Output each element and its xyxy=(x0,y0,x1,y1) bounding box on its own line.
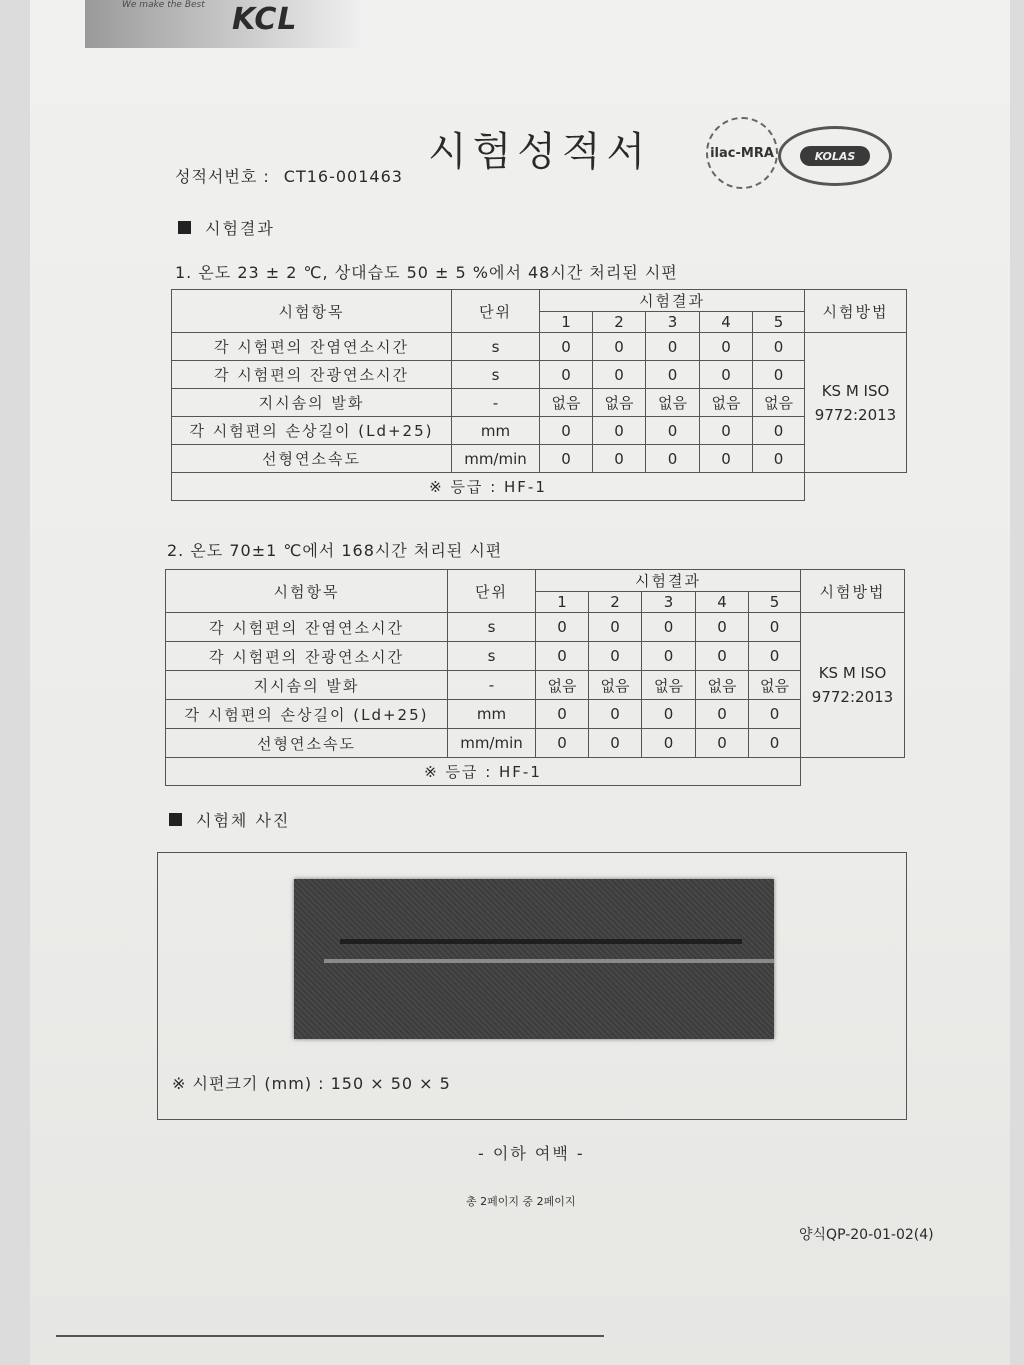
row-item: 각 시험편의 잔광연소시간 xyxy=(172,361,452,389)
row-value: 0 xyxy=(696,613,749,642)
row-value: 0 xyxy=(646,361,700,389)
row-value: 0 xyxy=(593,445,646,473)
row-value: 0 xyxy=(540,445,593,473)
row-unit: s xyxy=(448,613,536,642)
row-item: 선형연소속도 xyxy=(166,729,448,758)
table-row xyxy=(166,671,905,700)
row-value: 없음 xyxy=(696,671,749,700)
header-test-method: 시험방법 xyxy=(801,570,905,613)
specimen-edge-dark xyxy=(340,939,742,944)
row-value: 0 xyxy=(749,729,801,758)
row-item: 각 시험편의 손상길이 (Ld+25) xyxy=(172,417,452,445)
kolas-seal xyxy=(778,126,892,186)
row-value: 없음 xyxy=(700,389,753,417)
sample-no: 1 xyxy=(540,312,593,333)
header-test-results: 시험결과 xyxy=(536,570,801,592)
section-specimen-photo xyxy=(169,808,290,831)
row-value: 0 xyxy=(646,445,700,473)
certificate-value: CT16-001463 xyxy=(283,167,403,186)
header-unit: 단위 xyxy=(452,290,540,333)
table-row xyxy=(166,613,905,642)
results-table-2 xyxy=(165,569,905,786)
row-item: 지시솜의 발화 xyxy=(172,389,452,417)
row-value: 0 xyxy=(753,445,805,473)
sample-no: 4 xyxy=(700,312,753,333)
sample-no: 5 xyxy=(749,592,801,613)
row-value: 없음 xyxy=(536,671,589,700)
row-value: 0 xyxy=(749,613,801,642)
results-table-1 xyxy=(171,289,907,501)
sample-no: 5 xyxy=(753,312,805,333)
row-value: 0 xyxy=(642,729,696,758)
bullet-square-icon xyxy=(169,813,182,826)
row-item: 각 시험편의 잔염연소시간 xyxy=(172,333,452,361)
row-value: 0 xyxy=(536,729,589,758)
table-row xyxy=(166,642,905,671)
row-item: 각 시험편의 손상길이 (Ld+25) xyxy=(166,700,448,729)
table-row xyxy=(172,445,907,473)
row-unit: s xyxy=(452,333,540,361)
row-value: 0 xyxy=(589,700,642,729)
row-value: 0 xyxy=(540,417,593,445)
document-title: 시험성적서 xyxy=(428,129,652,175)
grade-note: ※ 등급 : HF-1 xyxy=(172,473,805,501)
method-line-1: KS M ISO xyxy=(818,664,887,682)
sample-no: 4 xyxy=(696,592,749,613)
table-row xyxy=(172,417,907,445)
row-value: 0 xyxy=(589,613,642,642)
header-test-method: 시험방법 xyxy=(805,290,907,333)
row-value: 0 xyxy=(540,361,593,389)
row-value: 0 xyxy=(753,417,805,445)
section-specimen-photo-label: 시험체 사진 xyxy=(196,811,291,830)
specimen-edge-light xyxy=(324,959,774,963)
specimen-photo-box xyxy=(157,852,907,1120)
row-value: 0 xyxy=(589,642,642,671)
table-row xyxy=(172,333,907,361)
row-value: 0 xyxy=(536,613,589,642)
row-value: 0 xyxy=(589,729,642,758)
row-value: 0 xyxy=(593,333,646,361)
row-value: 0 xyxy=(700,361,753,389)
table-row xyxy=(166,729,905,758)
section-test-results-label: 시험결과 xyxy=(205,219,275,238)
row-value: 0 xyxy=(696,642,749,671)
specimen-size-note: ※ 시편크기 (mm) : 150 × 50 × 5 xyxy=(172,1074,451,1093)
row-value: 0 xyxy=(700,417,753,445)
row-unit: mm xyxy=(452,417,540,445)
specimen-photo xyxy=(294,879,774,1039)
ilac-mra-seal: ilac-MRA xyxy=(706,117,778,189)
row-value: 0 xyxy=(749,642,801,671)
certificate-number xyxy=(175,164,403,187)
row-value: 없음 xyxy=(753,389,805,417)
row-item: 각 시험편의 잔염연소시간 xyxy=(166,613,448,642)
page-info: 총 2페이지 중 2페이지 xyxy=(466,1195,576,1208)
row-value: 0 xyxy=(753,361,805,389)
method-line-2: 9772:2013 xyxy=(814,405,897,424)
test-method-cell xyxy=(801,613,905,758)
row-value: 0 xyxy=(696,729,749,758)
table-row xyxy=(166,700,905,729)
row-value: 없음 xyxy=(642,671,696,700)
table1-condition: 1. 온도 23 ± 2 ℃, 상대습도 50 ± 5 %에서 48시간 처리된 시편 xyxy=(175,263,678,282)
table2-condition: 2. 온도 70±1 ℃에서 168시간 처리된 시편 xyxy=(167,541,503,560)
sample-no: 2 xyxy=(589,592,642,613)
row-value: 0 xyxy=(700,333,753,361)
row-unit: mm/min xyxy=(448,729,536,758)
table-row xyxy=(172,389,907,417)
row-unit: - xyxy=(452,389,540,417)
method-line-1: KS M ISO xyxy=(821,381,890,400)
row-value: 0 xyxy=(593,417,646,445)
bottom-divider xyxy=(56,1335,604,1337)
row-value: 0 xyxy=(642,642,696,671)
row-value: 0 xyxy=(646,417,700,445)
row-value: 0 xyxy=(696,700,749,729)
header-test-item: 시험항목 xyxy=(166,570,448,613)
grade-note: ※ 등급 : HF-1 xyxy=(166,758,801,786)
sample-no: 1 xyxy=(536,592,589,613)
row-value: 0 xyxy=(536,700,589,729)
kcl-logo: KCL xyxy=(232,2,298,37)
bullet-square-icon xyxy=(178,221,191,234)
end-of-document-note: - 이하 여백 - xyxy=(478,1144,585,1163)
row-unit: mm/min xyxy=(452,445,540,473)
row-value: 0 xyxy=(642,700,696,729)
certificate-label: 성적서번호 : xyxy=(175,167,270,186)
row-value: 0 xyxy=(646,333,700,361)
row-value: 없음 xyxy=(646,389,700,417)
sample-no: 3 xyxy=(646,312,700,333)
row-value: 0 xyxy=(749,700,801,729)
header-test-item: 시험항목 xyxy=(172,290,452,333)
header-test-results: 시험결과 xyxy=(540,290,805,312)
row-unit: - xyxy=(448,671,536,700)
row-value: 0 xyxy=(540,333,593,361)
form-number: 양식QP-20-01-02(4) xyxy=(799,1227,934,1243)
logo-slogan: We make the Best xyxy=(122,0,205,10)
row-item: 각 시험편의 잔광연소시간 xyxy=(166,642,448,671)
row-value: 없음 xyxy=(749,671,801,700)
sample-no: 3 xyxy=(642,592,696,613)
row-value: 없음 xyxy=(593,389,646,417)
row-value: 없음 xyxy=(540,389,593,417)
table-row xyxy=(172,361,907,389)
header-unit: 단위 xyxy=(448,570,536,613)
row-unit: mm xyxy=(448,700,536,729)
row-value: 0 xyxy=(642,613,696,642)
test-method-cell xyxy=(805,333,907,473)
section-test-results xyxy=(178,216,275,239)
row-unit: s xyxy=(452,361,540,389)
kolas-label: KOLAS xyxy=(800,146,870,166)
row-value: 0 xyxy=(753,333,805,361)
row-unit: s xyxy=(448,642,536,671)
method-line-2: 9772:2013 xyxy=(811,688,894,706)
row-value: 0 xyxy=(593,361,646,389)
row-item: 지시솜의 발화 xyxy=(166,671,448,700)
row-value: 0 xyxy=(536,642,589,671)
row-value: 0 xyxy=(700,445,753,473)
sample-no: 2 xyxy=(593,312,646,333)
row-value: 없음 xyxy=(589,671,642,700)
row-item: 선형연소속도 xyxy=(172,445,452,473)
